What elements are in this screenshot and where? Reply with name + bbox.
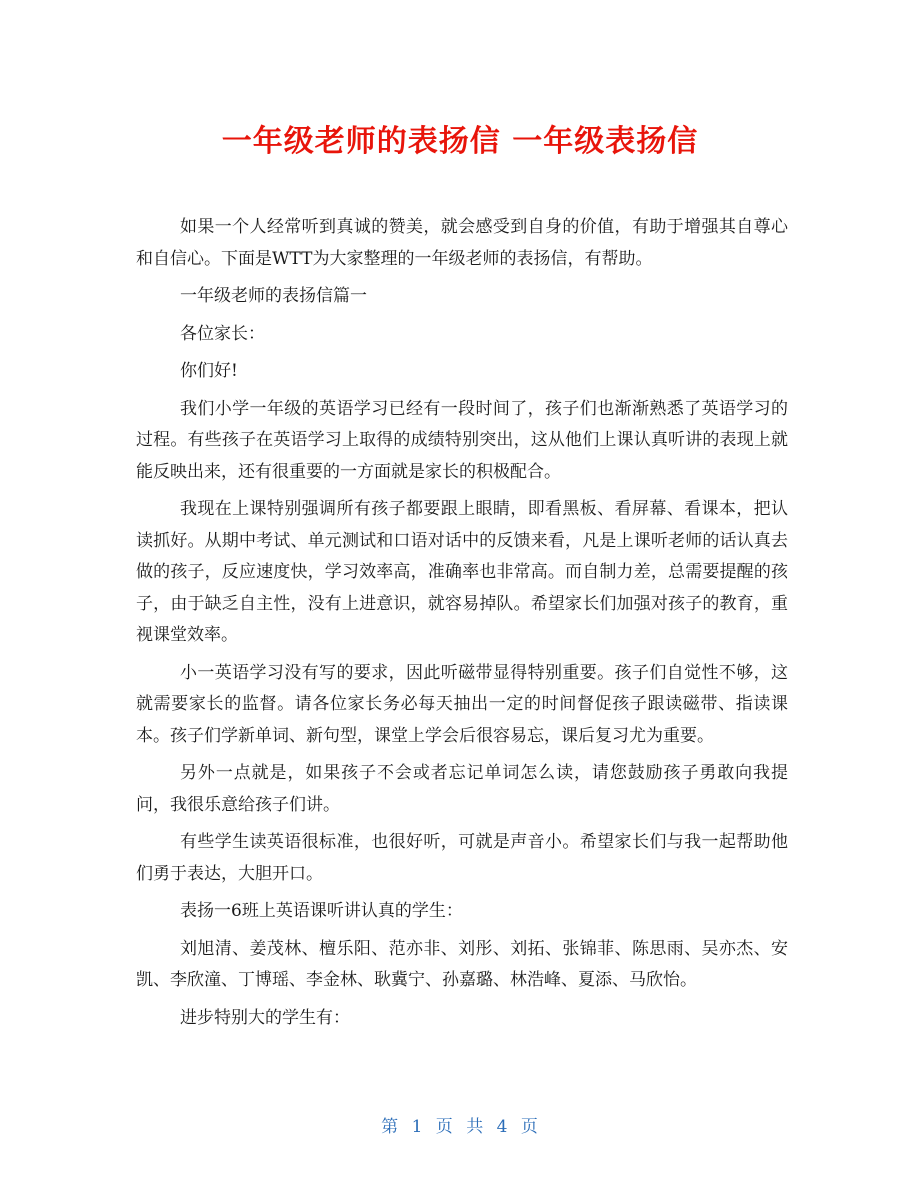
- document-body: [136, 212, 788, 1040]
- body-paragraph: 另外一点就是，如果孩子不会或者忘记单词怎么读，请您鼓励孩子勇敢向我提问，我很乐意给孩子们讲。: [136, 763, 788, 815]
- document-title: 一年级老师的表扬信 一年级表扬信: [221, 124, 699, 159]
- body-paragraph: 我现在上课特别强调所有孩子都要跟上眼睛，即看黑板、看屏幕、看课本，把认读抓好。从期中考试、单元测试和口语对话中的反馈来看，凡是上课听老师的话认真去做的孩子，反应速度快，学习效率高，准确率也非常高。而自制力差，总需要提醒的孩子，由于缺乏自主性，没有上进意识，就容易掉队。希望家长们加强对孩子的教育，重视课堂效率。: [136, 499, 788, 645]
- salutation: 各位家长：: [180, 323, 265, 344]
- page-number-footer: 第 1 页 共 4 页: [381, 1117, 539, 1137]
- student-name-list: 刘旭清、姜茂林、檀乐阳、范亦非、刘彤、刘拓、张锦菲、陈思雨、吴亦杰、安凯、李欣潼、丁博瑶、李金林、耿冀宁、孙嘉璐、林浩峰、夏添、马欣怡。: [136, 938, 788, 990]
- body-paragraph: 有些学生读英语很标准，也很好听，可就是声音小。希望家长们与我一起帮助他们勇于表达，大胆开口。: [136, 832, 788, 884]
- body-paragraph: 我们小学一年级的英语学习已经有一段时间了，孩子们也渐渐熟悉了英语学习的过程。有些孩子在英语学习上取得的成绩特别突出，这从他们上课认真听讲的表现上就能反映出来，还有很重要的一方面就是家长的积极配合。: [136, 398, 788, 482]
- section-heading: 一年级老师的表扬信篇一: [180, 286, 367, 306]
- greeting: 你们好!: [180, 361, 238, 381]
- intro-paragraph: 如果一个人经常听到真诚的赞美，就会感受到自身的价值，有助于增强其自尊心和自信心。下面是WTT为大家整理的一年级老师的表扬信，有帮助。: [136, 217, 788, 269]
- body-paragraph: 小一英语学习没有写的要求，因此听磁带显得特别重要。孩子们自觉性不够，这就需要家长的监督。请各位家长务必每天抽出一定的时间督促孩子跟读磁带、指读课本。孩子们学新单词、新句型，课堂上学会后很容易忘，课后复习尤为重要。: [136, 662, 788, 746]
- progress-heading: 进步特别大的学生有：: [180, 1007, 350, 1028]
- praise-heading: 表扬一6班上英语课听讲认真的学生：: [180, 901, 463, 921]
